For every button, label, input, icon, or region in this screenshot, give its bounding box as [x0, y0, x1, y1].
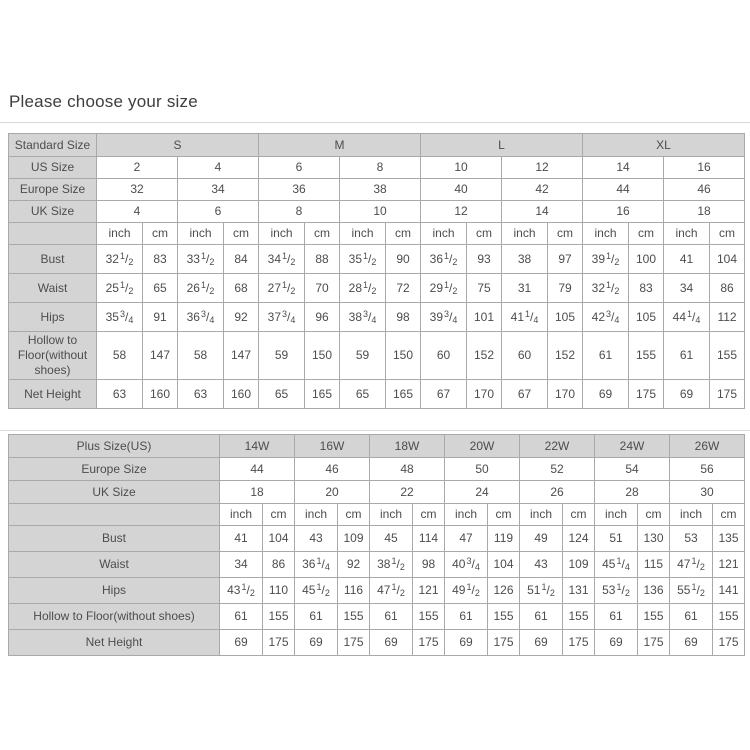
measure-cm-cell: 101 — [467, 303, 502, 332]
size-group-header: 16W — [295, 435, 370, 458]
size-value-cell: 38 — [340, 179, 421, 201]
measure-cm-cell: 86 — [710, 274, 745, 303]
size-value-cell: 48 — [370, 458, 445, 481]
size-value-cell: 24 — [445, 481, 520, 504]
unit-cm-header: cm — [263, 504, 295, 526]
measure-cm-cell: 68 — [224, 274, 259, 303]
size-value-cell: 40 — [421, 179, 502, 201]
size-value-cell: 32 — [97, 179, 178, 201]
measure-inch-cell: $45^1/_2$ — [295, 578, 338, 604]
measure-inch-cell: 61 — [220, 604, 263, 630]
measure-cm-cell: 155 — [629, 332, 664, 380]
size-group-header: S — [97, 134, 259, 157]
measure-cm-cell: 110 — [263, 578, 295, 604]
measure-cm-cell: 155 — [338, 604, 370, 630]
measure-cm-cell: 104 — [710, 245, 745, 274]
size-value-cell: 8 — [259, 201, 340, 223]
measure-cm-cell: 121 — [713, 552, 745, 578]
measure-cm-cell: 175 — [413, 630, 445, 656]
unit-cm-header: cm — [386, 223, 421, 245]
measure-inch-cell: $42^3/_4$ — [583, 303, 629, 332]
measure-inch-cell: 61 — [520, 604, 563, 630]
measure-cm-cell: 152 — [548, 332, 583, 380]
measure-cm-cell: 126 — [488, 578, 520, 604]
measure-inch-cell: 58 — [178, 332, 224, 380]
size-value-cell: 26 — [520, 481, 595, 504]
measure-cm-cell: 105 — [548, 303, 583, 332]
measure-inch-cell: $25^1/_2$ — [97, 274, 143, 303]
measure-inch-cell: 45 — [370, 526, 413, 552]
measure-cm-cell: 98 — [413, 552, 445, 578]
row-label: Europe Size — [9, 179, 97, 201]
unit-inch-header: inch — [220, 504, 263, 526]
unit-inch-header: inch — [421, 223, 467, 245]
plus-size-table — [8, 434, 745, 656]
measure-inch-cell: 67 — [421, 380, 467, 409]
unit-inch-header: inch — [97, 223, 143, 245]
measure-inch-cell: $43^1/_2$ — [220, 578, 263, 604]
measure-cm-cell: 90 — [386, 245, 421, 274]
measure-cm-cell: 93 — [467, 245, 502, 274]
size-value-cell: 20 — [295, 481, 370, 504]
measure-inch-cell: $44^1/_4$ — [664, 303, 710, 332]
size-value-cell: 18 — [220, 481, 295, 504]
measure-inch-cell: 69 — [295, 630, 338, 656]
size-value-cell: 56 — [670, 458, 745, 481]
measure-inch-cell: 59 — [259, 332, 305, 380]
measure-inch-cell: 63 — [97, 380, 143, 409]
measure-cm-cell: 155 — [638, 604, 670, 630]
size-value-cell: 44 — [220, 458, 295, 481]
measure-inch-cell: $47^1/_2$ — [670, 552, 713, 578]
measure-inch-cell: $47^1/_2$ — [370, 578, 413, 604]
measure-inch-cell: $28^1/_2$ — [340, 274, 386, 303]
measure-inch-cell: $36^3/_4$ — [178, 303, 224, 332]
unit-cm-header: cm — [638, 504, 670, 526]
measure-inch-cell: 60 — [502, 332, 548, 380]
unit-inch-header: inch — [664, 223, 710, 245]
measure-cm-cell: 115 — [638, 552, 670, 578]
row-label: Net Height — [9, 630, 220, 656]
measure-inch-cell: $38^3/_4$ — [340, 303, 386, 332]
size-value-cell: 34 — [178, 179, 259, 201]
measure-cm-cell: 155 — [563, 604, 595, 630]
size-value-cell: 30 — [670, 481, 745, 504]
size-group-header: 22W — [520, 435, 595, 458]
row-label: Net Height — [9, 380, 97, 409]
size-value-cell: 6 — [259, 157, 340, 179]
measure-inch-cell: $41^1/_4$ — [502, 303, 548, 332]
measure-cm-cell: 175 — [713, 630, 745, 656]
measure-inch-cell: 61 — [670, 604, 713, 630]
measure-cm-cell: 155 — [413, 604, 445, 630]
measure-inch-cell: 61 — [595, 604, 638, 630]
size-value-cell: 18 — [664, 201, 745, 223]
measure-cm-cell: 65 — [143, 274, 178, 303]
row-label: Hips — [9, 303, 97, 332]
measure-cm-cell: 114 — [413, 526, 445, 552]
measure-inch-cell: 43 — [520, 552, 563, 578]
size-value-cell: 36 — [259, 179, 340, 201]
row-label: UK Size — [9, 201, 97, 223]
size-group-header: 26W — [670, 435, 745, 458]
measure-cm-cell: 155 — [263, 604, 295, 630]
measure-cm-cell: 119 — [488, 526, 520, 552]
measure-inch-cell: 65 — [259, 380, 305, 409]
measure-cm-cell: 147 — [224, 332, 259, 380]
size-group-header: 24W — [595, 435, 670, 458]
unit-cm-header: cm — [305, 223, 340, 245]
unit-cm-header: cm — [710, 223, 745, 245]
measure-inch-cell: 49 — [520, 526, 563, 552]
size-group-header: XL — [583, 134, 745, 157]
measure-inch-cell: 69 — [220, 630, 263, 656]
unit-inch-header: inch — [295, 504, 338, 526]
unit-cm-header: cm — [467, 223, 502, 245]
measure-cm-cell: 150 — [305, 332, 340, 380]
measure-cm-cell: 92 — [224, 303, 259, 332]
measure-inch-cell: 69 — [370, 630, 413, 656]
measure-inch-cell: $36^1/_4$ — [295, 552, 338, 578]
unit-cm-header: cm — [413, 504, 445, 526]
measure-inch-cell: 34 — [220, 552, 263, 578]
section-divider — [0, 430, 750, 431]
measure-inch-cell: 67 — [502, 380, 548, 409]
measure-cm-cell: 160 — [224, 380, 259, 409]
measure-cm-cell: 155 — [713, 604, 745, 630]
size-value-cell: 10 — [421, 157, 502, 179]
measure-inch-cell: 63 — [178, 380, 224, 409]
row-label: Hollow to Floor(without shoes) — [9, 604, 220, 630]
measure-cm-cell: 109 — [563, 552, 595, 578]
measure-cm-cell: 86 — [263, 552, 295, 578]
measure-cm-cell: 116 — [338, 578, 370, 604]
row-label: Waist — [9, 274, 97, 303]
size-value-cell: 46 — [295, 458, 370, 481]
row-label: Waist — [9, 552, 220, 578]
size-value-cell: 12 — [502, 157, 583, 179]
size-value-cell: 46 — [664, 179, 745, 201]
row-label: Europe Size — [9, 458, 220, 481]
measure-inch-cell: $32^1/_2$ — [583, 274, 629, 303]
size-value-cell: 42 — [502, 179, 583, 201]
measure-inch-cell: 59 — [340, 332, 386, 380]
measure-cm-cell: 165 — [305, 380, 340, 409]
size-value-cell: 16 — [664, 157, 745, 179]
size-value-cell: 44 — [583, 179, 664, 201]
measure-inch-cell: $38^1/_2$ — [370, 552, 413, 578]
row-label: Hollow to Floor(without shoes) — [9, 332, 97, 380]
measure-cm-cell: 121 — [413, 578, 445, 604]
corner-blank-cell — [9, 504, 220, 526]
row-label: Bust — [9, 526, 220, 552]
measure-cm-cell: 175 — [629, 380, 664, 409]
unit-inch-header: inch — [445, 504, 488, 526]
measure-cm-cell: 175 — [638, 630, 670, 656]
measure-cm-cell: 100 — [629, 245, 664, 274]
unit-cm-header: cm — [143, 223, 178, 245]
measure-inch-cell: $45^1/_4$ — [595, 552, 638, 578]
measure-inch-cell: $37^3/_4$ — [259, 303, 305, 332]
measure-inch-cell: $49^1/_2$ — [445, 578, 488, 604]
measure-cm-cell: 175 — [263, 630, 295, 656]
size-value-cell: 28 — [595, 481, 670, 504]
measure-cm-cell: 175 — [710, 380, 745, 409]
measure-inch-cell: 65 — [340, 380, 386, 409]
measure-inch-cell: 38 — [502, 245, 548, 274]
measure-inch-cell: $29^1/_2$ — [421, 274, 467, 303]
corner-label: Plus Size(US) — [9, 435, 220, 458]
size-value-cell: 6 — [178, 201, 259, 223]
measure-cm-cell: 136 — [638, 578, 670, 604]
unit-cm-header: cm — [629, 223, 664, 245]
corner-blank-cell — [9, 223, 97, 245]
size-value-cell: 4 — [97, 201, 178, 223]
size-group-header: M — [259, 134, 421, 157]
measure-inch-cell: 41 — [220, 526, 263, 552]
unit-cm-header: cm — [488, 504, 520, 526]
measure-inch-cell: 61 — [370, 604, 413, 630]
unit-cm-header: cm — [713, 504, 745, 526]
measure-inch-cell: $35^3/_4$ — [97, 303, 143, 332]
unit-inch-header: inch — [178, 223, 224, 245]
measure-cm-cell: 170 — [467, 380, 502, 409]
measure-cm-cell: 70 — [305, 274, 340, 303]
measure-inch-cell: $55^1/_2$ — [670, 578, 713, 604]
unit-inch-header: inch — [502, 223, 548, 245]
measure-inch-cell: 69 — [445, 630, 488, 656]
unit-cm-header: cm — [224, 223, 259, 245]
measure-cm-cell: 130 — [638, 526, 670, 552]
unit-inch-header: inch — [259, 223, 305, 245]
measure-cm-cell: 155 — [710, 332, 745, 380]
unit-cm-header: cm — [563, 504, 595, 526]
measure-cm-cell: 147 — [143, 332, 178, 380]
measure-cm-cell: 88 — [305, 245, 340, 274]
measure-inch-cell: 58 — [97, 332, 143, 380]
unit-cm-header: cm — [548, 223, 583, 245]
measure-cm-cell: 97 — [548, 245, 583, 274]
size-value-cell: 8 — [340, 157, 421, 179]
measure-inch-cell: $34^1/_2$ — [259, 245, 305, 274]
size-group-header: 18W — [370, 435, 445, 458]
measure-inch-cell: 69 — [670, 630, 713, 656]
measure-cm-cell: 131 — [563, 578, 595, 604]
measure-inch-cell: 69 — [595, 630, 638, 656]
measure-inch-cell: 34 — [664, 274, 710, 303]
size-value-cell: 52 — [520, 458, 595, 481]
measure-inch-cell: $35^1/_2$ — [340, 245, 386, 274]
measure-inch-cell: 60 — [421, 332, 467, 380]
unit-inch-header: inch — [595, 504, 638, 526]
measure-cm-cell: 96 — [305, 303, 340, 332]
measure-cm-cell: 72 — [386, 274, 421, 303]
measure-cm-cell: 175 — [488, 630, 520, 656]
size-value-cell: 10 — [340, 201, 421, 223]
measure-inch-cell: 61 — [664, 332, 710, 380]
measure-inch-cell: 47 — [445, 526, 488, 552]
size-value-cell: 2 — [97, 157, 178, 179]
size-value-cell: 22 — [370, 481, 445, 504]
measure-cm-cell: 104 — [263, 526, 295, 552]
measure-cm-cell: 105 — [629, 303, 664, 332]
page-title: Please choose your size — [9, 92, 198, 111]
standard-size-table — [8, 133, 745, 409]
size-value-cell: 4 — [178, 157, 259, 179]
measure-inch-cell: $36^1/_2$ — [421, 245, 467, 274]
unit-inch-header: inch — [583, 223, 629, 245]
measure-cm-cell: 83 — [629, 274, 664, 303]
row-label: US Size — [9, 157, 97, 179]
measure-cm-cell: 160 — [143, 380, 178, 409]
measure-inch-cell: $33^1/_2$ — [178, 245, 224, 274]
measure-inch-cell: $32^1/_2$ — [97, 245, 143, 274]
size-value-cell: 14 — [583, 157, 664, 179]
measure-cm-cell: 124 — [563, 526, 595, 552]
measure-inch-cell: $53^1/_2$ — [595, 578, 638, 604]
measure-cm-cell: 92 — [338, 552, 370, 578]
measure-inch-cell: 61 — [445, 604, 488, 630]
unit-inch-header: inch — [370, 504, 413, 526]
measure-cm-cell: 170 — [548, 380, 583, 409]
measure-inch-cell: 43 — [295, 526, 338, 552]
unit-inch-header: inch — [520, 504, 563, 526]
size-value-cell: 14 — [502, 201, 583, 223]
unit-inch-header: inch — [340, 223, 386, 245]
measure-cm-cell: 152 — [467, 332, 502, 380]
measure-cm-cell: 155 — [488, 604, 520, 630]
measure-cm-cell: 165 — [386, 380, 421, 409]
row-label: Bust — [9, 245, 97, 274]
row-label: UK Size — [9, 481, 220, 504]
measure-cm-cell: 109 — [338, 526, 370, 552]
measure-inch-cell: $39^1/_2$ — [583, 245, 629, 274]
measure-inch-cell: 61 — [295, 604, 338, 630]
measure-inch-cell: $27^1/_2$ — [259, 274, 305, 303]
measure-cm-cell: 83 — [143, 245, 178, 274]
measure-inch-cell: 61 — [583, 332, 629, 380]
measure-cm-cell: 175 — [563, 630, 595, 656]
size-value-cell: 12 — [421, 201, 502, 223]
measure-inch-cell: 69 — [583, 380, 629, 409]
measure-inch-cell: 53 — [670, 526, 713, 552]
measure-inch-cell: $40^3/_4$ — [445, 552, 488, 578]
measure-inch-cell: 51 — [595, 526, 638, 552]
measure-inch-cell: 69 — [520, 630, 563, 656]
measure-cm-cell: 98 — [386, 303, 421, 332]
measure-cm-cell: 112 — [710, 303, 745, 332]
measure-cm-cell: 175 — [338, 630, 370, 656]
size-value-cell: 54 — [595, 458, 670, 481]
unit-cm-header: cm — [338, 504, 370, 526]
measure-inch-cell: $26^1/_2$ — [178, 274, 224, 303]
size-group-header: L — [421, 134, 583, 157]
measure-inch-cell: 41 — [664, 245, 710, 274]
size-value-cell: 50 — [445, 458, 520, 481]
measure-inch-cell: 69 — [664, 380, 710, 409]
measure-cm-cell: 91 — [143, 303, 178, 332]
measure-inch-cell: $51^1/_2$ — [520, 578, 563, 604]
measure-cm-cell: 75 — [467, 274, 502, 303]
measure-cm-cell: 135 — [713, 526, 745, 552]
row-label: Hips — [9, 578, 220, 604]
size-group-header: 14W — [220, 435, 295, 458]
measure-cm-cell: 141 — [713, 578, 745, 604]
measure-inch-cell: 31 — [502, 274, 548, 303]
section-divider — [0, 122, 750, 123]
measure-inch-cell: $39^3/_4$ — [421, 303, 467, 332]
measure-cm-cell: 104 — [488, 552, 520, 578]
measure-cm-cell: 84 — [224, 245, 259, 274]
corner-label: Standard Size — [9, 134, 97, 157]
measure-cm-cell: 150 — [386, 332, 421, 380]
unit-inch-header: inch — [670, 504, 713, 526]
measure-cm-cell: 79 — [548, 274, 583, 303]
size-value-cell: 16 — [583, 201, 664, 223]
size-group-header: 20W — [445, 435, 520, 458]
